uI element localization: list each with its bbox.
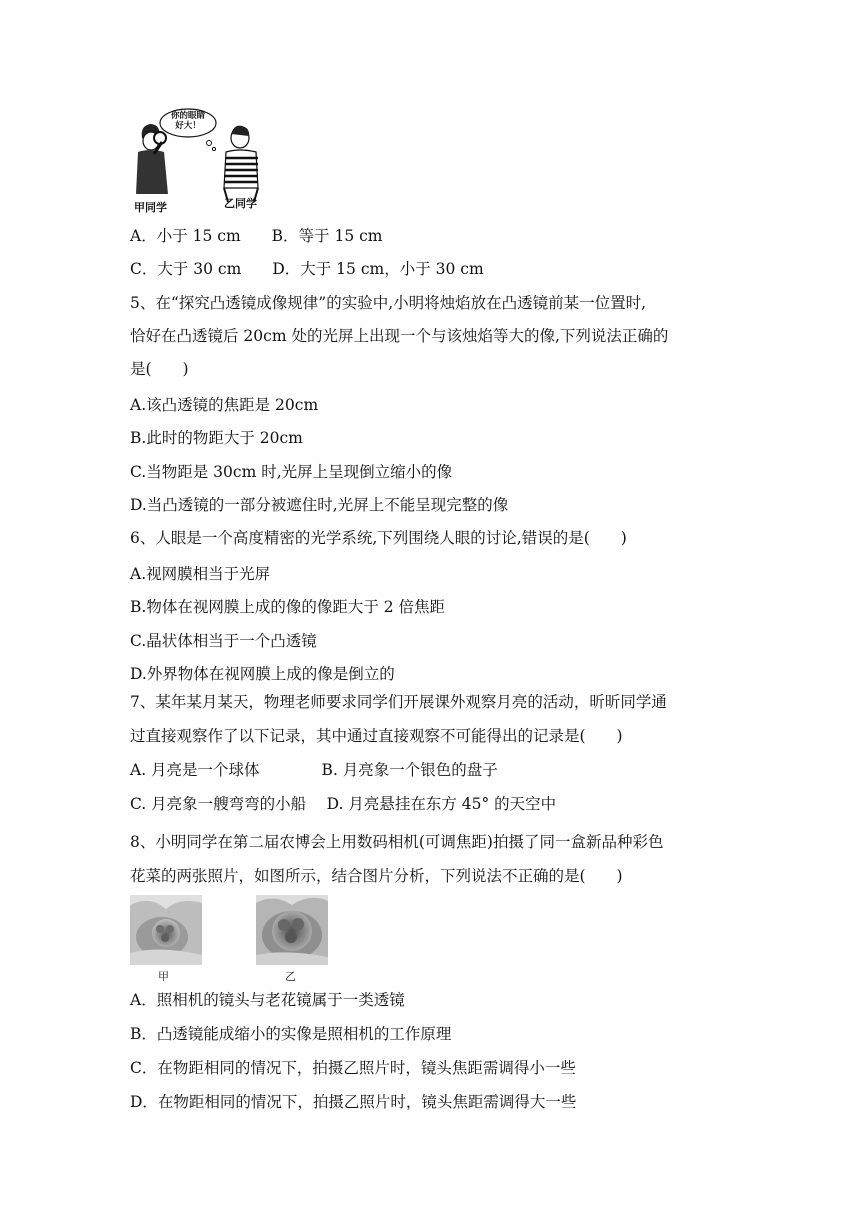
q8-option-c: C．在物距相同的情况下，拍摄乙照片时，镜头焦距需调得小一些	[130, 1059, 576, 1077]
q6-option-c: C.晶状体相当于一个凸透镜	[130, 632, 317, 650]
q7-stem-line2: 过直接观察作了以下记录，其中通过直接观察不可能得出的记录是( )	[130, 727, 623, 745]
q5-option-c: C.当物距是 30cm 时,光屏上呈现倒立缩小的像	[130, 463, 453, 481]
caption-student-b: 乙同学	[224, 197, 257, 210]
photo-jia	[130, 895, 202, 965]
q7-options-cd: C. 月亮象一艘弯弯的小船 D. 月亮悬挂在东方 45° 的天空中	[130, 795, 557, 813]
caption-photo-yi: 乙	[285, 970, 296, 983]
q8-option-b: B．凸透镜能成缩小的实像是照相机的工作原理	[130, 1025, 452, 1043]
q5-stem-line2: 恰好在凸透镜后 20cm 处的光屏上出现一个与该烛焰等大的像,下列说法正确的	[130, 327, 669, 345]
photo-yi	[256, 895, 328, 965]
caption-photo-jia: 甲	[158, 970, 169, 983]
q5-stem-line3: 是( )	[130, 360, 189, 378]
q8-option-a: A．照相机的镜头与老花镜属于一类透镜	[130, 991, 405, 1009]
speech-bubble-text: 你的眼睛好大！	[170, 111, 205, 131]
q5-option-d: D.当凸透镜的一部分被遮住时,光屏上不能呈现完整的像	[130, 496, 509, 514]
q7-options-ab: A. 月亮是一个球体 B. 月亮象一个银色的盘子	[130, 761, 498, 779]
caption-student-a: 甲同学	[134, 201, 167, 214]
q6-option-a: A.视网膜相当于光屏	[130, 565, 271, 583]
q8-option-d: D．在物距相同的情况下，拍摄乙照片时，镜头焦距需调得大一些	[130, 1093, 577, 1111]
q6-option-d: D.外界物体在视网膜上成的像是倒立的	[130, 665, 395, 683]
q8-stem-line2: 花菜的两张照片，如图所示，结合图片分析，下列说法不正确的是( )	[130, 867, 623, 885]
q5-option-a: A.该凸透镜的焦距是 20cm	[130, 396, 319, 414]
q5-option-b: B.此时的物距大于 20cm	[130, 429, 303, 447]
q4-options-cd: C．大于 30 cm D．大于 15 cm，小于 30 cm	[130, 260, 484, 278]
q4-options-ab: A．小于 15 cm B．等于 15 cm	[130, 227, 383, 245]
q8-stem-line1: 8、小明同学在第二届农博会上用数码相机(可调焦距)拍摄了同一盒新品种彩色	[130, 833, 664, 851]
q6-stem: 6、人眼是一个高度精密的光学系统,下列围绕人眼的讨论,错误的是( )	[130, 529, 627, 547]
q5-stem-line1: 5、在“探究凸透镜成像规律”的实验中,小明将烛焰放在凸透镜前某一位置时,	[130, 294, 647, 312]
q6-option-b: B.物体在视网膜上成的像的像距大于 2 倍焦距	[130, 598, 446, 616]
q7-stem-line1: 7、某年某月某天，物理老师要求同学们开展课外观察月亮的活动，昕昕同学通	[130, 693, 667, 711]
